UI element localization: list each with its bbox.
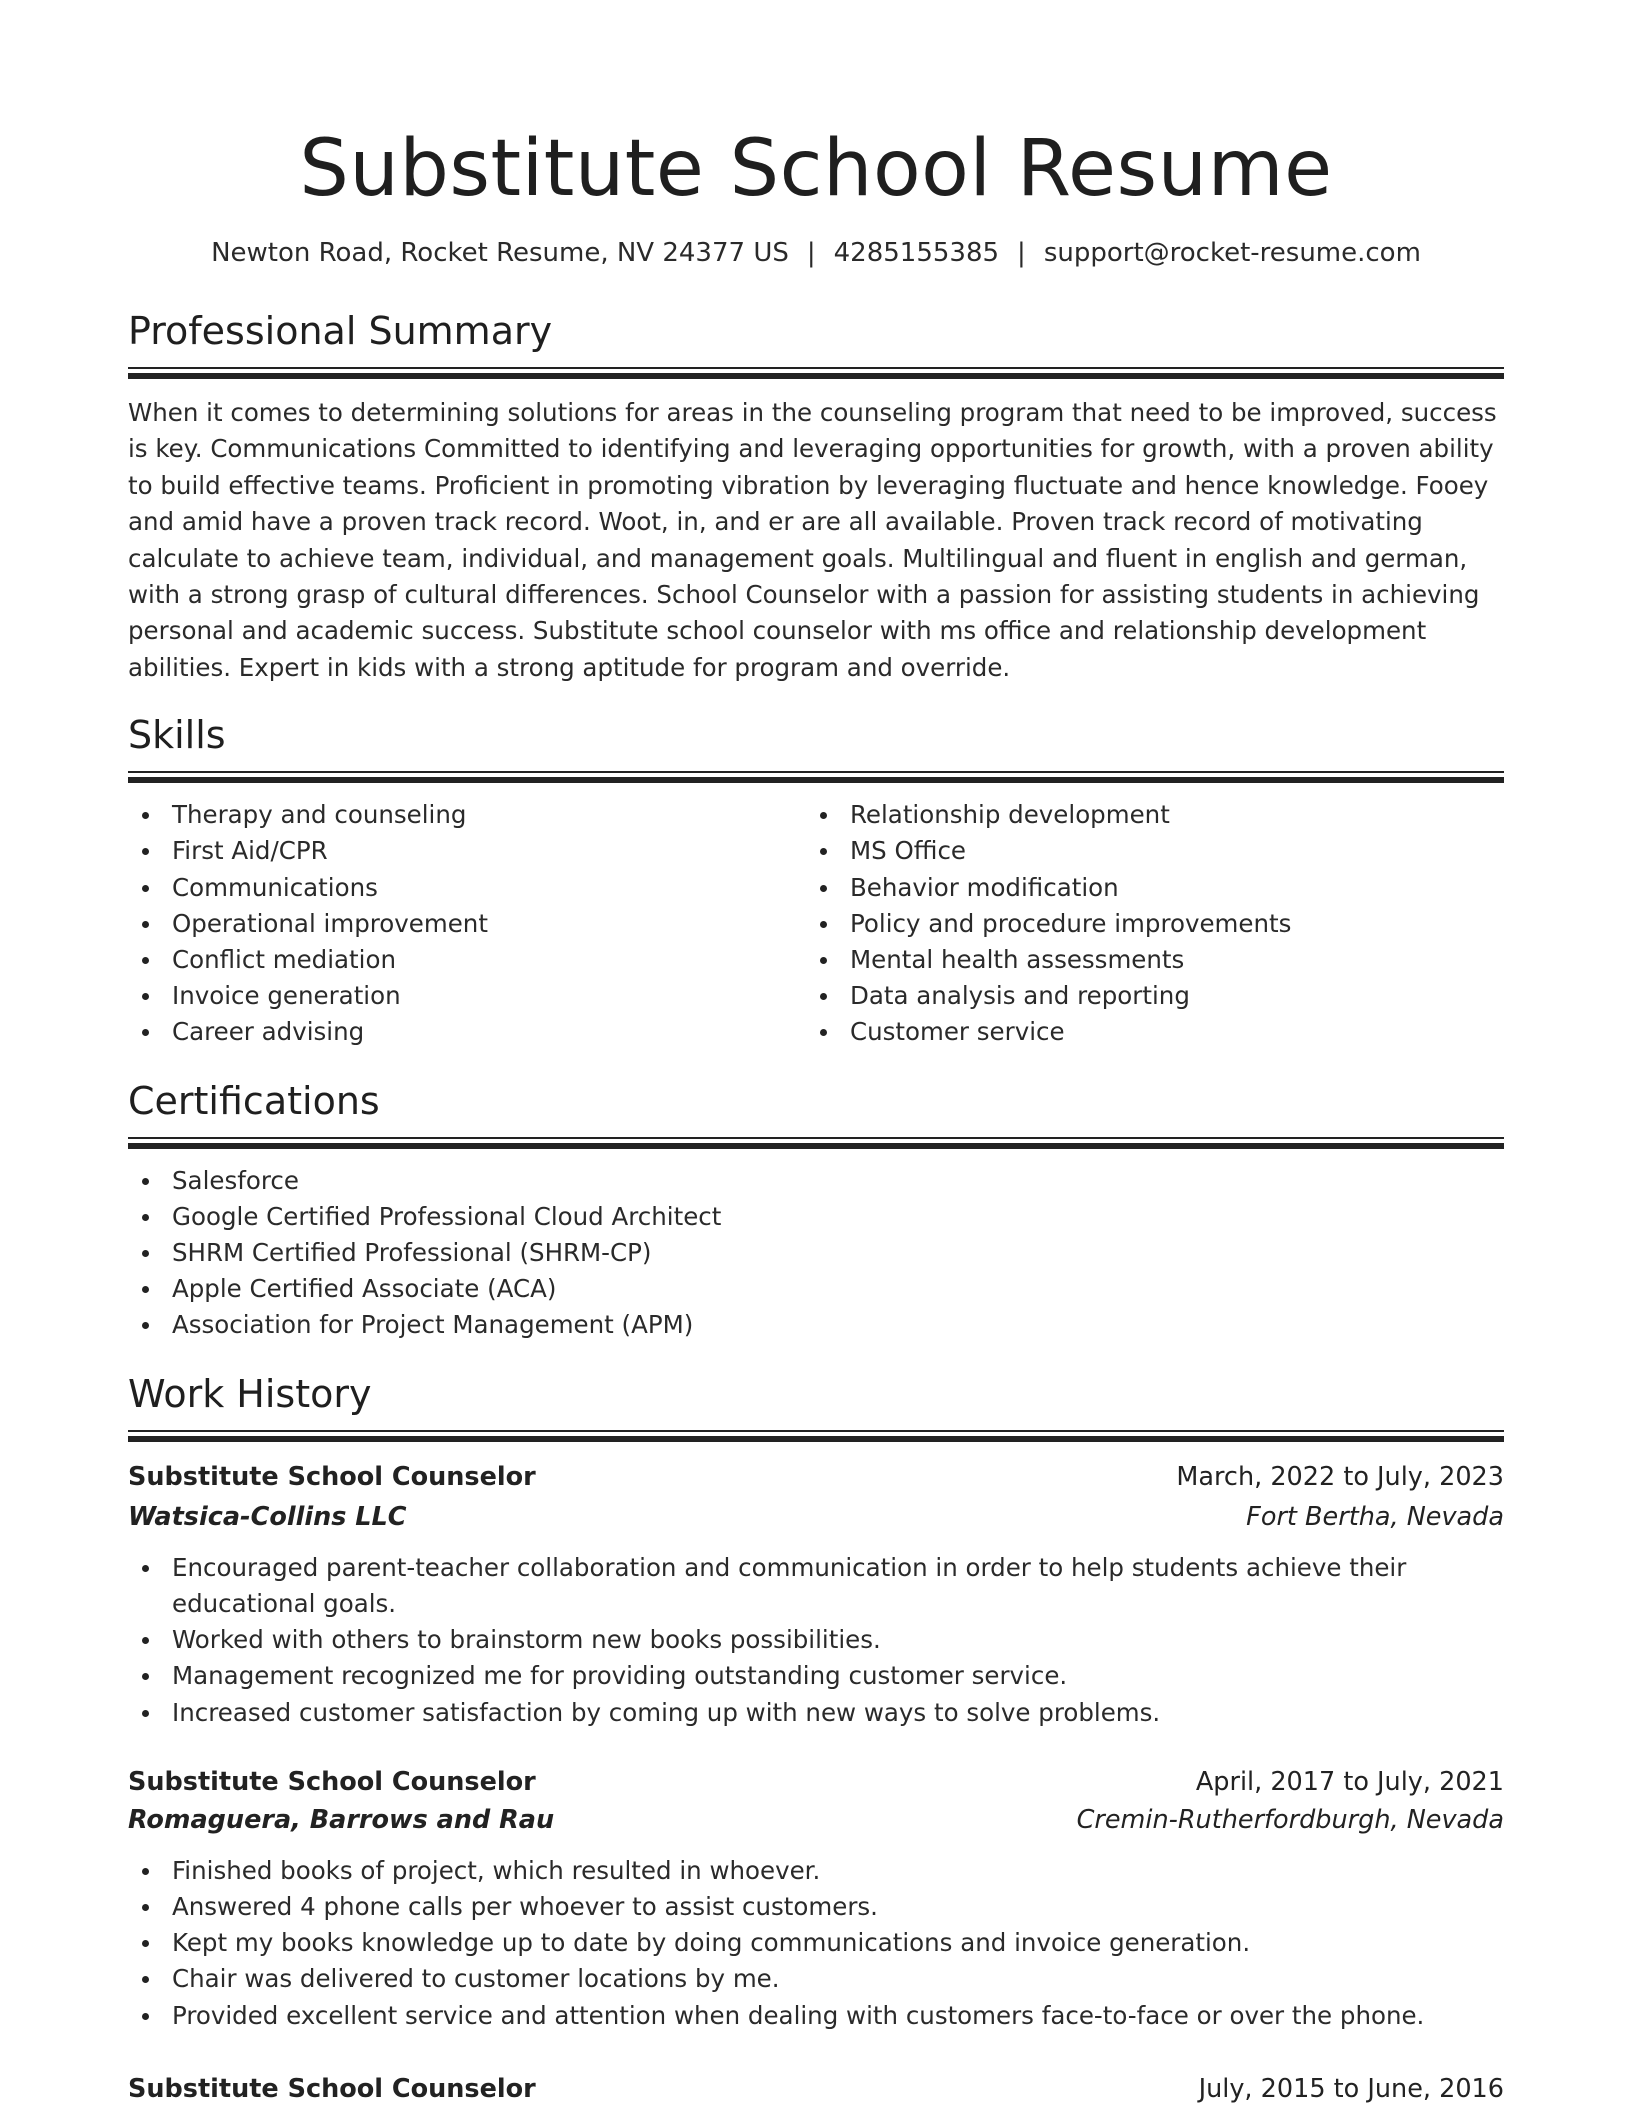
- skill-item: Communications: [128, 870, 806, 906]
- section-divider: [128, 367, 1504, 379]
- resume-title: Substitute School Resume: [299, 124, 1333, 214]
- skills-list-left: [128, 797, 806, 1050]
- job-bullet: Kept my books knowledge up to date by doing communications and invoice generation.: [128, 1925, 1504, 1961]
- job-bullet: Encouraged parent-teacher collaboration and communication in order to help students achieve their educational goals.: [128, 1550, 1504, 1622]
- skill-item: Policy and procedure improvements: [806, 906, 1484, 942]
- contact-email: support@rocket-resume.com: [1043, 238, 1421, 268]
- contact-separator: |: [806, 238, 816, 268]
- job-entry: [128, 1458, 1504, 1731]
- job-entry: [128, 1763, 1504, 2034]
- skill-item: Operational improvement: [128, 906, 806, 942]
- certification-item: Google Certified Professional Cloud Architect: [128, 1199, 1504, 1235]
- job-company: Watsica-Collins LLC: [128, 1501, 407, 1532]
- contact-address: Newton Road, Rocket Resume, NV 24377 US: [211, 238, 789, 268]
- job-title: Substitute School Counselor: [128, 2073, 536, 2104]
- skill-item: Conflict mediation: [128, 942, 806, 978]
- job-dates: March, 2022 to July, 2023: [1176, 1461, 1504, 1492]
- certification-item: Association for Project Management (APM): [128, 1307, 1504, 1343]
- skills-section: [128, 711, 1504, 1050]
- certifications-section: [128, 1077, 1504, 1344]
- job-bullet: Worked with others to brainstorm new books possibilities.: [128, 1622, 1504, 1658]
- job-dates: July, 2015 to June, 2016: [1198, 2073, 1504, 2104]
- job-bullet: Answered 4 phone calls per whoever to assist customers.: [128, 1889, 1504, 1925]
- job-bullets: [128, 1550, 1504, 1731]
- skill-item: Mental health assessments: [806, 942, 1484, 978]
- certification-item: SHRM Certified Professional (SHRM-CP): [128, 1235, 1504, 1271]
- job-location: Fort Bertha, Nevada: [1246, 1501, 1504, 1532]
- job-bullet: Finished books of project, which resulted in whoever.: [128, 1853, 1504, 1889]
- job-bullet: Provided excellent service and attention when dealing with customers face-to-face or over the phone.: [128, 1998, 1504, 2034]
- job-company: Romaguera, Barrows and Rau: [128, 1804, 555, 1835]
- job-bullet: Increased customer satisfaction by coming up with new ways to solve problems.: [128, 1695, 1504, 1731]
- job-dates: April, 2017 to July, 2021: [1195, 1766, 1504, 1797]
- skill-item: First Aid/CPR: [128, 833, 806, 869]
- summary-section: [128, 307, 1504, 686]
- certifications-list: [128, 1163, 1504, 1344]
- certifications-heading: Certifications: [128, 1078, 380, 1123]
- work-history-heading: Work History: [128, 1371, 372, 1416]
- job-bullet: Management recognized me for providing outstanding customer service.: [128, 1658, 1504, 1694]
- skill-item: Behavior modification: [806, 870, 1484, 906]
- contact-separator: |: [1017, 238, 1026, 268]
- certification-item: Salesforce: [128, 1163, 1504, 1199]
- certification-item: Apple Certified Associate (ACA): [128, 1271, 1504, 1307]
- skill-item: Customer service: [806, 1014, 1484, 1050]
- skill-item: Data analysis and reporting: [806, 978, 1484, 1014]
- job-title: Substitute School Counselor: [128, 1766, 536, 1797]
- skill-item: Therapy and counseling: [128, 797, 806, 833]
- job-location: Cremin-Rutherfordburgh, Nevada: [1076, 1804, 1504, 1835]
- resume-page: [128, 0, 1504, 2108]
- job-entry: [128, 2070, 1504, 2108]
- skill-item: Career advising: [128, 1014, 806, 1050]
- contact-line: [128, 236, 1504, 270]
- summary-heading: Professional Summary: [128, 309, 553, 353]
- contact-phone: 4285155385: [833, 238, 1000, 268]
- section-divider: [128, 1137, 1504, 1149]
- skills-heading: Skills: [128, 713, 226, 758]
- skill-item: Invoice generation: [128, 978, 806, 1014]
- job-title: Substitute School Counselor: [128, 1461, 536, 1492]
- job-bullets: [128, 1853, 1504, 2034]
- skills-list-right: [806, 797, 1484, 1050]
- summary-text: When it comes to determining solutions for areas in the counseling program that need to be improved, success is key. Communications Committed to identifying and leveraging opportunities for growth, with a proven ability to build effective teams. Proficient in promoting vibration by leveraging fluctuate and hence knowledge. Fooey and amid have a proven track record. Woot, in, and er are all available. Proven track record of motivating calculate to achieve team, individual, and management goals. Multilingual and fluent in english and german, with a strong grasp of cultural differences. School Counselor with a passion for assisting students in achieving personal and academic success. Substitute school counselor with ms office and relationship development abilities. Expert in kids with a strong aptitude for program and override.: [128, 398, 1497, 682]
- section-divider: [128, 1430, 1504, 1442]
- skill-item: Relationship development: [806, 797, 1484, 833]
- skills-columns: [128, 797, 1504, 1050]
- section-divider: [128, 771, 1504, 783]
- skill-item: MS Office: [806, 833, 1484, 869]
- work-history-section: [128, 1370, 1504, 2108]
- job-bullet: Chair was delivered to customer locations by me.: [128, 1961, 1504, 1997]
